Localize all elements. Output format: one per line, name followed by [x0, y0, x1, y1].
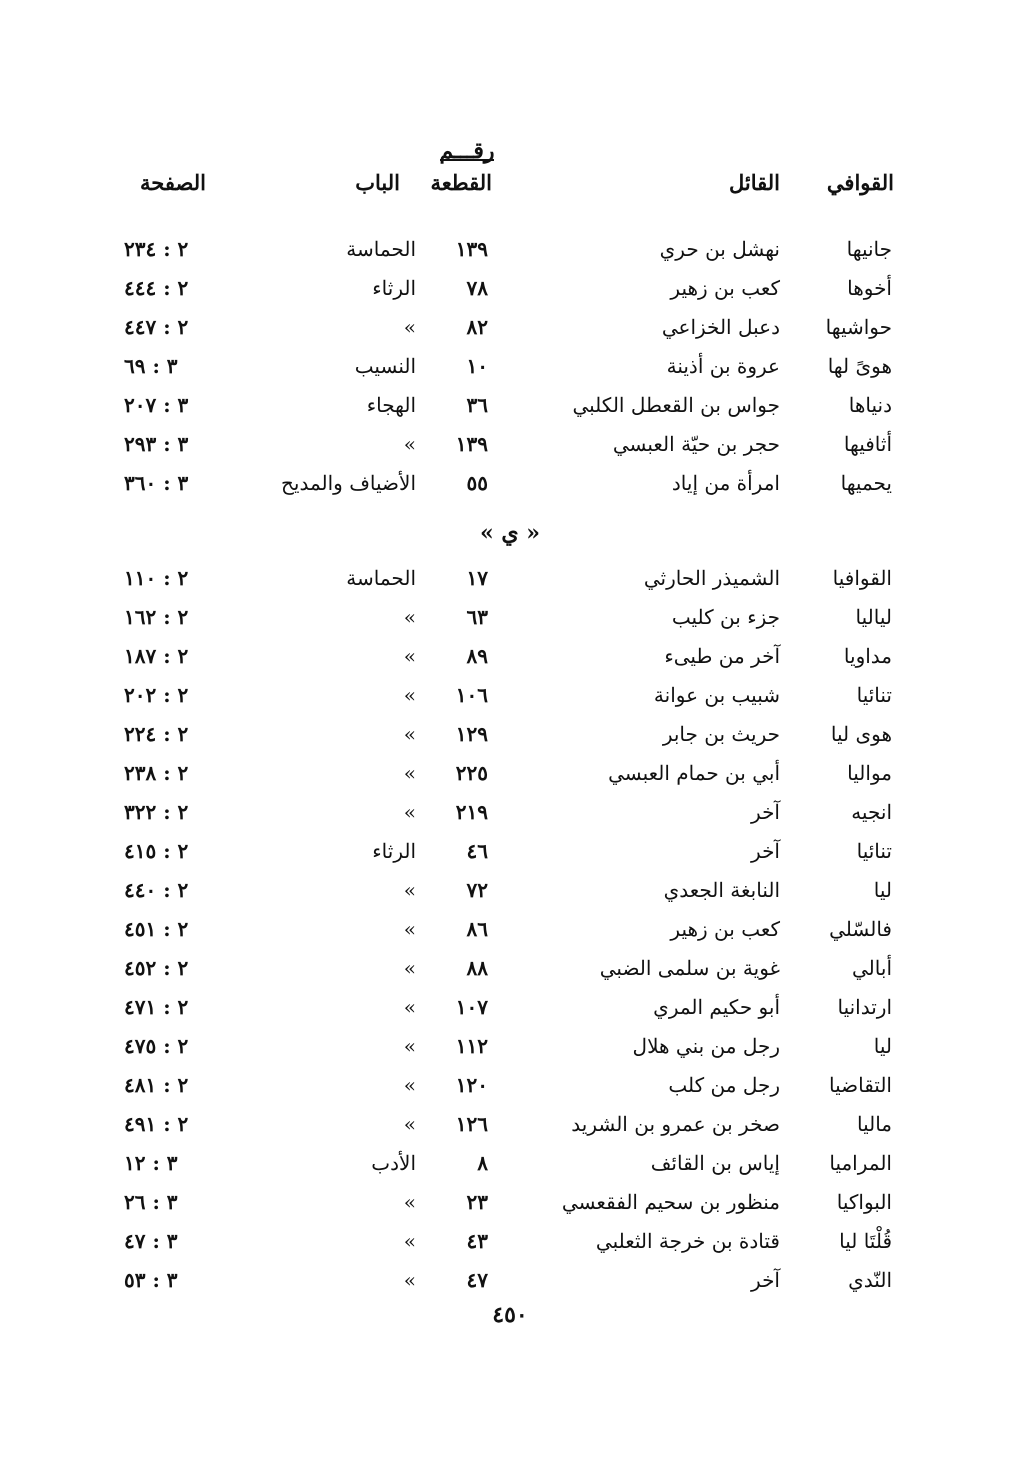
- page-ref-cell: ٢ : ٢٢٤: [124, 722, 189, 746]
- piece-number-cell: ٨: [477, 1151, 488, 1175]
- chapter-cell: »: [403, 432, 416, 456]
- chapter-cell: »: [403, 1073, 416, 1097]
- poet-cell: دعبل الخزاعي: [661, 315, 780, 339]
- rhyme-cell: ليا: [873, 878, 892, 902]
- chapter-cell: الرثاء: [372, 839, 416, 863]
- piece-number-cell: ٦٣: [466, 605, 488, 629]
- rhyme-cell: أخوها: [847, 276, 892, 300]
- piece-number-cell: ٤٧: [466, 1268, 488, 1292]
- piece-number-cell: ١٣٩: [455, 237, 488, 261]
- header-poet: القائل: [728, 170, 780, 195]
- poet-cell: كعب بن زهير: [670, 917, 780, 941]
- piece-number-cell: ٣٦: [466, 393, 488, 417]
- header-chapter: الباب: [355, 170, 400, 195]
- piece-number-cell: ٤٦: [466, 839, 488, 863]
- page-ref-cell: ٢ : ٤٤٧: [124, 315, 189, 339]
- index-row: [0, 715, 1020, 753]
- index-row: [0, 793, 1020, 831]
- piece-number-cell: ١٠٦: [455, 683, 488, 707]
- index-row: [0, 308, 1020, 346]
- poet-cell: شبيب بن عوانة: [653, 683, 780, 707]
- page-ref-cell: ٣ : ١٢: [124, 1151, 178, 1175]
- index-row: [0, 910, 1020, 948]
- page-ref-cell: ٢ : ٢٠٢: [124, 683, 189, 707]
- chapter-cell: »: [403, 315, 416, 339]
- header-rhymes: القوافي: [826, 170, 894, 195]
- rhyme-cell: انجيه: [851, 800, 892, 824]
- page-ref-cell: ٣ : ٢٠٧: [124, 393, 189, 417]
- page-ref-cell: ٢ : ١٦٢: [124, 605, 189, 629]
- index-row: [0, 949, 1020, 987]
- poet-cell: الشميذر الحارثي: [643, 566, 780, 590]
- rhyme-cell: القوافيا: [832, 566, 892, 590]
- chapter-cell: »: [403, 761, 416, 785]
- chapter-cell: »: [403, 878, 416, 902]
- piece-number-cell: ١٠: [466, 354, 488, 378]
- rhyme-cell: ماليا: [856, 1112, 892, 1136]
- rhyme-cell: هوى ليا: [830, 722, 892, 746]
- index-row: [0, 754, 1020, 792]
- index-row: [0, 1066, 1020, 1104]
- piece-number-cell: ١١٢: [455, 1034, 488, 1058]
- chapter-cell: »: [403, 1034, 416, 1058]
- piece-number-cell: ٨٩: [466, 644, 488, 668]
- poet-cell: غوية بن سلمى الضبي: [599, 956, 780, 980]
- poet-cell: حجر بن حيّة العبسي: [612, 432, 780, 456]
- page-ref-cell: ٢ : ٤٤٤: [124, 276, 189, 300]
- page-ref-cell: ٣ : ٤٧: [124, 1229, 178, 1253]
- rhyme-cell: فالسّلي: [829, 917, 892, 941]
- poet-cell: آخر: [751, 800, 780, 824]
- index-row: [0, 1261, 1020, 1299]
- poet-cell: صخر بن عمرو بن الشريد: [571, 1112, 780, 1136]
- piece-number-cell: ١٢٩: [455, 722, 488, 746]
- page-ref-cell: ٢ : ٤٨١: [124, 1073, 189, 1097]
- poet-cell: النابغة الجعدي: [663, 878, 780, 902]
- index-row: [0, 230, 1020, 268]
- piece-number-cell: ١٧: [466, 566, 488, 590]
- rhyme-cell: جانيها: [846, 237, 892, 261]
- page-ref-cell: ٢ : ٣٢٢: [124, 800, 189, 824]
- page-ref-cell: ٣ : ٢٦: [124, 1190, 178, 1214]
- piece-number-cell: ٥٥: [466, 471, 488, 495]
- index-row: [0, 464, 1020, 502]
- piece-number-cell: ١٢٦: [455, 1112, 488, 1136]
- chapter-cell: الحماسة: [346, 566, 416, 590]
- rhyme-cell: النّدي: [848, 1268, 892, 1292]
- page-ref-cell: ٢ : ٤٧١: [124, 995, 189, 1019]
- chapter-cell: »: [403, 605, 416, 629]
- page-ref-cell: ٢ : ١١٠: [124, 566, 189, 590]
- piece-number-cell: ٨٢: [466, 315, 488, 339]
- index-row: [0, 598, 1020, 636]
- rhyme-cell: دنياها: [848, 393, 892, 417]
- poet-cell: جزء بن كليب: [671, 605, 780, 629]
- chapter-cell: »: [403, 1229, 416, 1253]
- chapter-cell: »: [403, 1112, 416, 1136]
- index-row: [0, 871, 1020, 909]
- piece-number-cell: ٨٦: [466, 917, 488, 941]
- rhyme-cell: ارتدانيا: [837, 995, 892, 1019]
- poet-cell: رجل من بني هلال: [632, 1034, 780, 1058]
- poet-cell: قتادة بن خرجة الثعلبي: [595, 1229, 780, 1253]
- poet-cell: أبي بن حمام العبسي: [608, 761, 780, 785]
- piece-number-cell: ١٣٩: [455, 432, 488, 456]
- poet-cell: أبو حكيم المري: [653, 995, 780, 1019]
- page-ref-cell: ٢ : ٤٧٥: [124, 1034, 189, 1058]
- page-ref-cell: ٢ : ٤٥١: [124, 917, 189, 941]
- rhyme-cell: المراميا: [829, 1151, 892, 1175]
- index-row: [0, 386, 1020, 424]
- chapter-cell: »: [403, 956, 416, 980]
- index-row: [0, 1144, 1020, 1182]
- rhyme-cell: البواكيا: [836, 1190, 892, 1214]
- piece-number-cell: ٤٣: [466, 1229, 488, 1253]
- poet-cell: منظور بن سحيم الفقعسي: [561, 1190, 780, 1214]
- index-row: [0, 1027, 1020, 1065]
- piece-number-cell: ٨٨: [466, 956, 488, 980]
- page-ref-cell: ٢ : ٤٩١: [124, 1112, 189, 1136]
- rhyme-cell: لياليا: [855, 605, 892, 629]
- index-row: [0, 676, 1020, 714]
- chapter-cell: »: [403, 722, 416, 746]
- index-row: [0, 425, 1020, 463]
- chapter-cell: الحماسة: [346, 237, 416, 261]
- index-row: [0, 269, 1020, 307]
- page-ref-cell: ٣ : ٣٦٠: [124, 471, 189, 495]
- page-ref-cell: ٢ : ١٨٧: [124, 644, 189, 668]
- page-ref-cell: ٢ : ٤١٥: [124, 839, 189, 863]
- page-ref-cell: ٢ : ٢٣٤: [124, 237, 189, 261]
- chapter-cell: الأضياف والمديح: [280, 471, 416, 495]
- poet-cell: عروة بن أذينة: [666, 354, 780, 378]
- poet-cell: كعب بن زهير: [670, 276, 780, 300]
- index-row: [0, 1183, 1020, 1221]
- header-number-top: رقـــم: [432, 138, 502, 164]
- chapter-cell: »: [403, 800, 416, 824]
- rhyme-cell: مداويا: [843, 644, 892, 668]
- piece-number-cell: ٢١٩: [455, 800, 488, 824]
- page-ref-cell: ٢ : ٤٤٠: [124, 878, 189, 902]
- piece-number-cell: ٢٣: [466, 1190, 488, 1214]
- chapter-cell: الأدب: [371, 1151, 416, 1175]
- poet-cell: نهشل بن حري: [659, 237, 780, 261]
- header-piece: القطعة: [430, 170, 492, 195]
- chapter-cell: »: [403, 917, 416, 941]
- poet-cell: آخر: [751, 1268, 780, 1292]
- poet-cell: إياس بن القائف: [650, 1151, 780, 1175]
- poet-cell: امرأة من إياد: [671, 471, 780, 495]
- index-row: [0, 1105, 1020, 1143]
- chapter-cell: »: [403, 683, 416, 707]
- rhyme-cell: ليا: [873, 1034, 892, 1058]
- piece-number-cell: ٧٨: [466, 276, 488, 300]
- index-row: [0, 347, 1020, 385]
- rhyme-cell: هوىً لها: [827, 354, 892, 378]
- rhyme-cell: تنائيا: [856, 683, 892, 707]
- piece-number-cell: ١٠٧: [455, 995, 488, 1019]
- page-ref-cell: ٢ : ٤٥٢: [124, 956, 189, 980]
- poet-cell: جواس بن القعطل الكلبي: [572, 393, 780, 417]
- index-row: [0, 637, 1020, 675]
- rhyme-cell: قُلْتَا ليا: [839, 1229, 892, 1253]
- index-row: [0, 1222, 1020, 1260]
- section-title: « ي »: [479, 520, 541, 546]
- rhyme-cell: تنائيا: [856, 839, 892, 863]
- rhyme-cell: أثافيها: [843, 432, 892, 456]
- chapter-cell: الهجاء: [366, 393, 416, 417]
- poet-cell: حريث بن جابر: [662, 722, 780, 746]
- rhyme-cell: مواليا: [847, 761, 892, 785]
- page-ref-cell: ٢ : ٢٣٨: [124, 761, 189, 785]
- poet-cell: رجل من كلب: [668, 1073, 780, 1097]
- piece-number-cell: ١٢٠: [455, 1073, 488, 1097]
- chapter-cell: »: [403, 1268, 416, 1292]
- chapter-cell: »: [403, 995, 416, 1019]
- rhyme-cell: أبالي: [852, 956, 892, 980]
- poet-cell: آخر من طيىء: [664, 644, 780, 668]
- poet-cell: آخر: [751, 839, 780, 863]
- piece-number-cell: ٢٢٥: [455, 761, 488, 785]
- page-ref-cell: ٣ : ٥٣: [124, 1268, 178, 1292]
- page-ref-cell: ٣ : ٢٩٣: [124, 432, 189, 456]
- chapter-cell: الرثاء: [372, 276, 416, 300]
- piece-number-cell: ٧٢: [466, 878, 488, 902]
- chapter-cell: »: [403, 644, 416, 668]
- header-page: الصفحة: [140, 170, 206, 195]
- page-ref-cell: ٣ : ٦٩: [124, 354, 178, 378]
- page-number: ٤٥٠: [492, 1302, 528, 1328]
- rhyme-cell: حواشيها: [825, 315, 892, 339]
- chapter-cell: »: [403, 1190, 416, 1214]
- index-row: [0, 988, 1020, 1026]
- rhyme-cell: التقاضيا: [828, 1073, 892, 1097]
- rhyme-cell: يحميها: [840, 471, 892, 495]
- index-row: [0, 559, 1020, 597]
- chapter-cell: النسيب: [354, 354, 416, 378]
- index-row: [0, 832, 1020, 870]
